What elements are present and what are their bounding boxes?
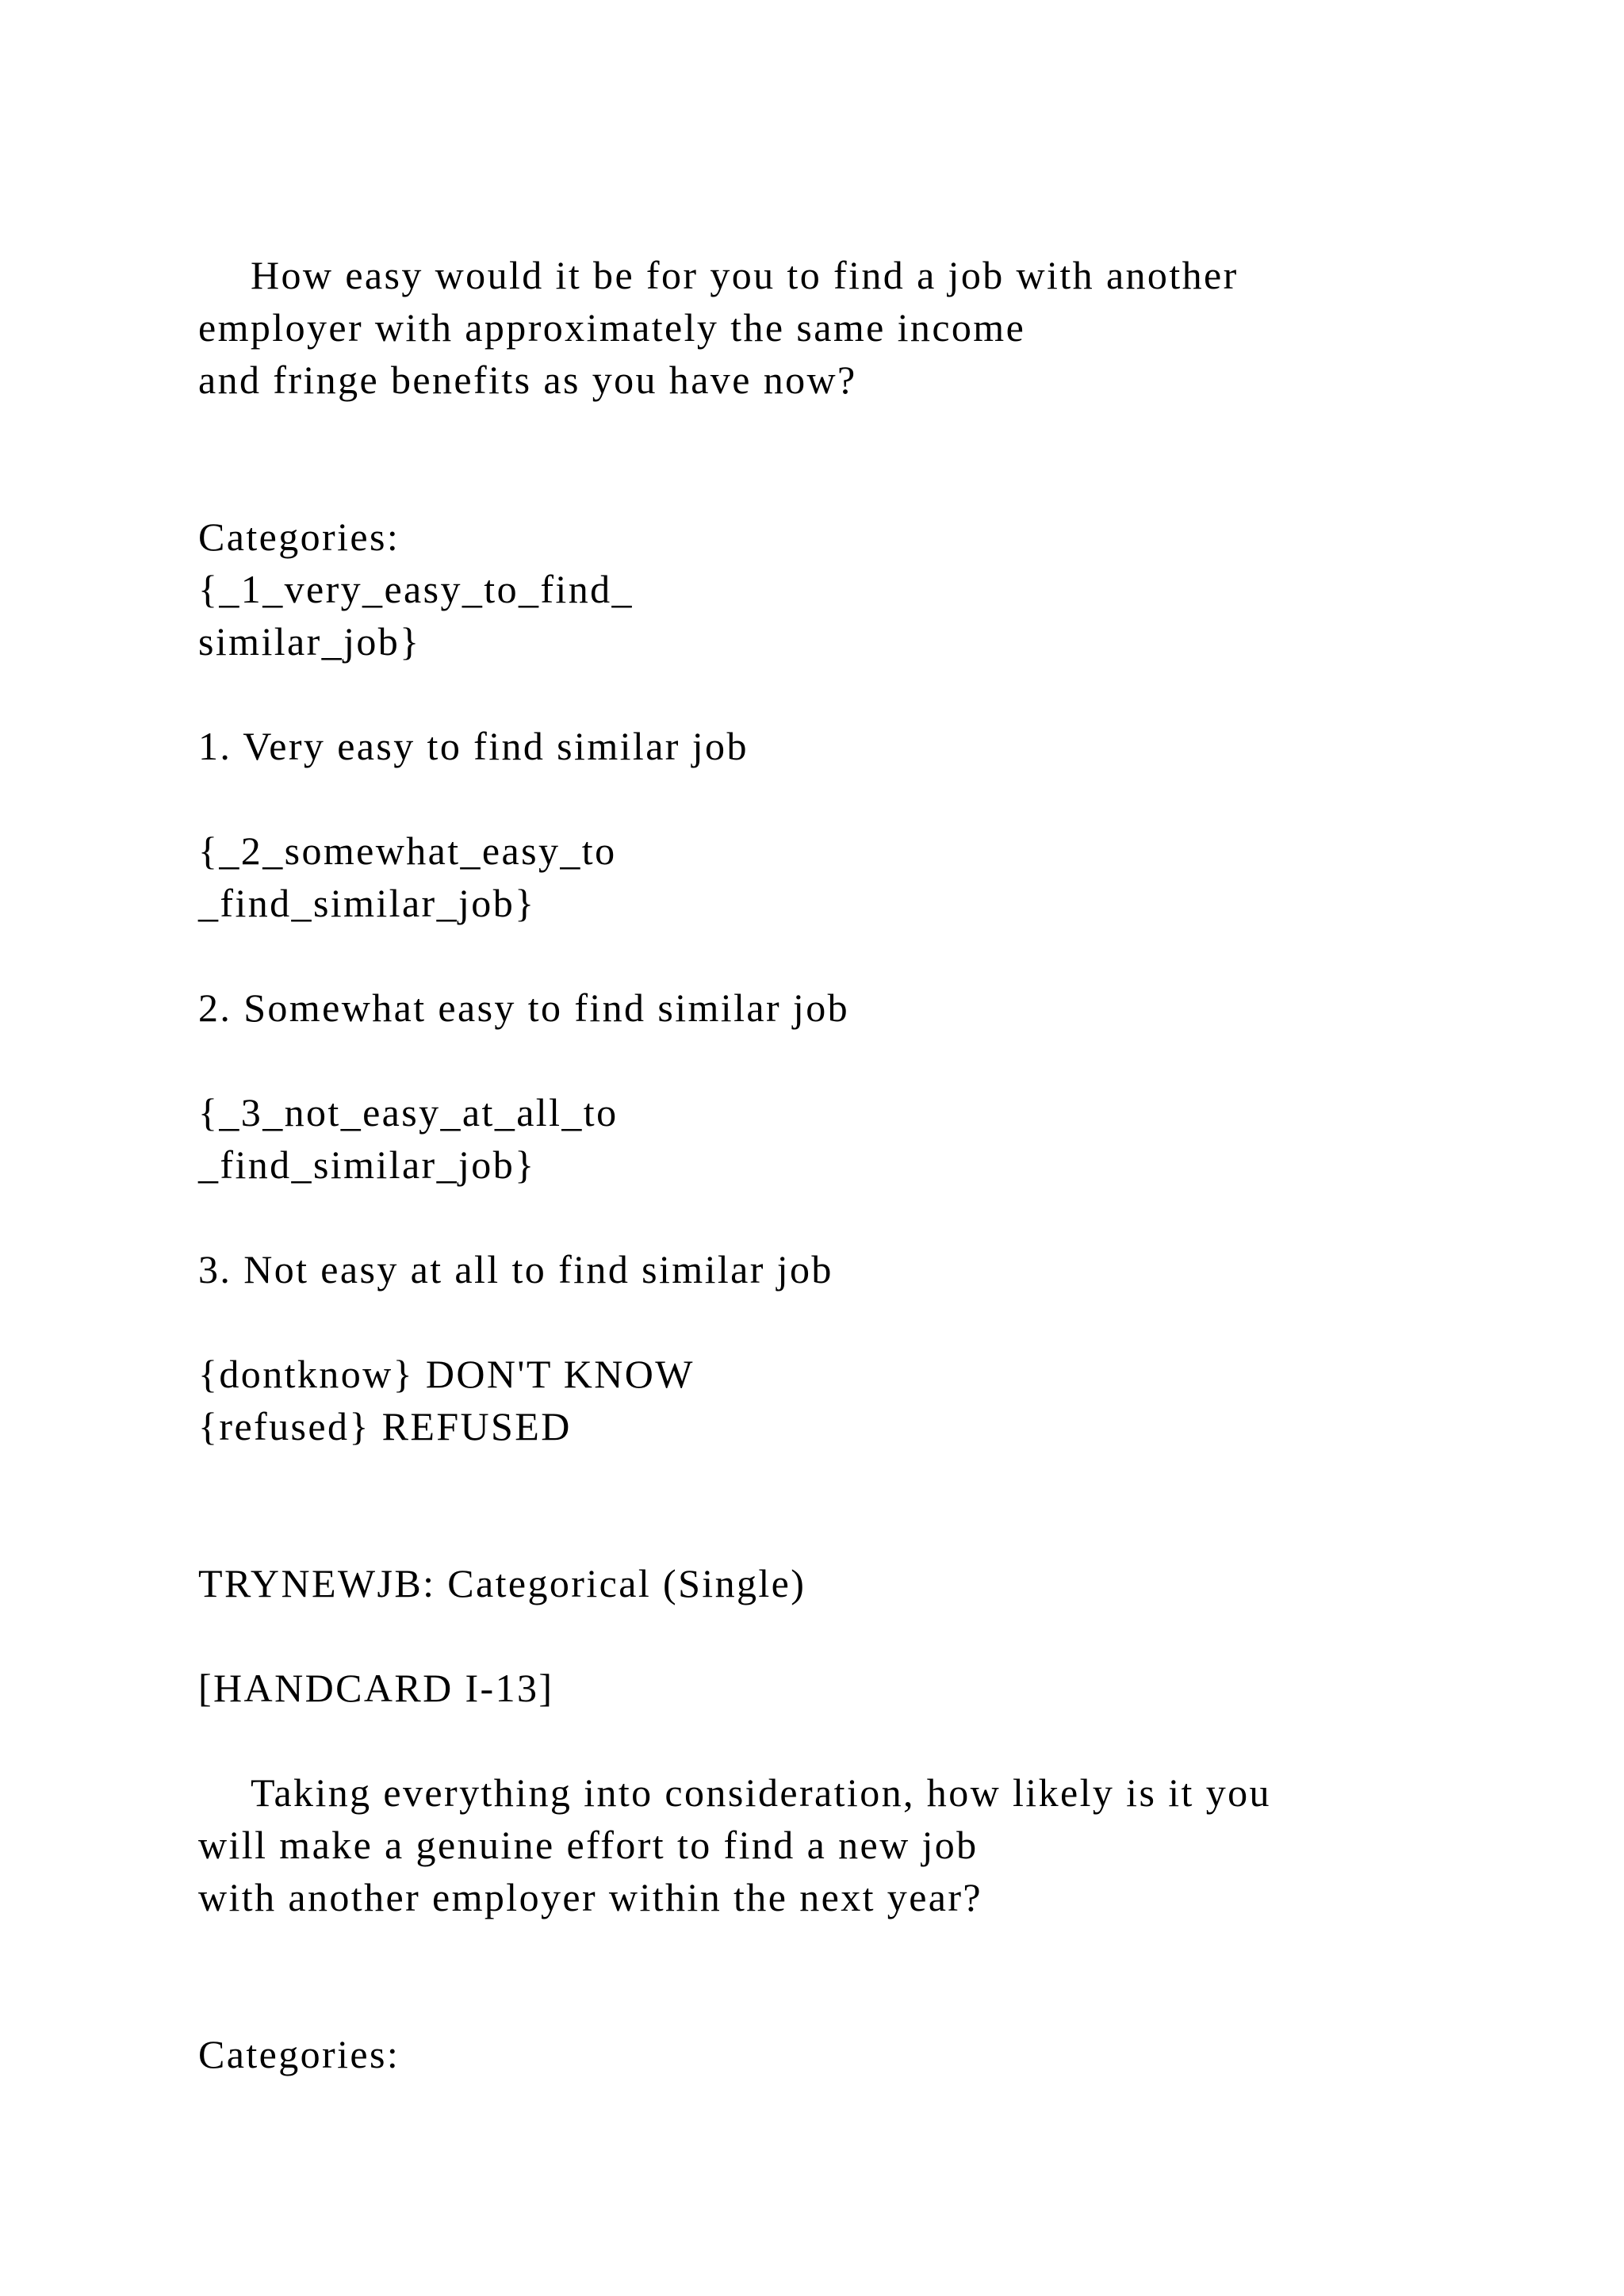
question1-text-line-3: and fringe benefits as you have now? [198,358,857,402]
question1-categories-label: Categories: [198,515,400,559]
question2-text-line-2: will make a genuine effort to find a new job [198,1823,979,1867]
option1-code-line-1: {_1_very_easy_to_find_ [198,567,634,611]
option1-code-line-2: similar_job} [198,619,421,664]
option2-label: 2. Somewhat easy to find similar job [198,985,850,1030]
question1-text-line-1: How easy would it be for you to find a job with another [251,253,1239,297]
handcard-label: [HANDCARD I-13] [198,1666,554,1710]
variable-name: TRYNEWJB: Categorical (Single) [198,1561,806,1605]
question2-categories-label: Categories: [198,2032,400,2076]
option1-label: 1. Very easy to find similar job [198,724,749,768]
option3-code-line-1: {_3_not_easy_at_all_to [198,1090,619,1135]
option2-code-line-1: {_2_somewhat_easy_to [198,828,617,873]
refused-option: {refused} REFUSED [198,1404,572,1448]
question2-text-line-3: with another employer within the next year? [198,1875,983,1919]
question1-text-line-2: employer with approximately the same income [198,305,1026,350]
option3-code-line-2: _find_similar_job} [198,1142,536,1187]
question2-text-line-1: Taking everything into consideration, how likely is it you [251,1770,1271,1815]
option2-code-line-2: _find_similar_job} [198,881,536,925]
option3-label: 3. Not easy at all to find similar job [198,1247,833,1292]
dontknow-option: {dontknow} DON'T KNOW [198,1352,695,1396]
